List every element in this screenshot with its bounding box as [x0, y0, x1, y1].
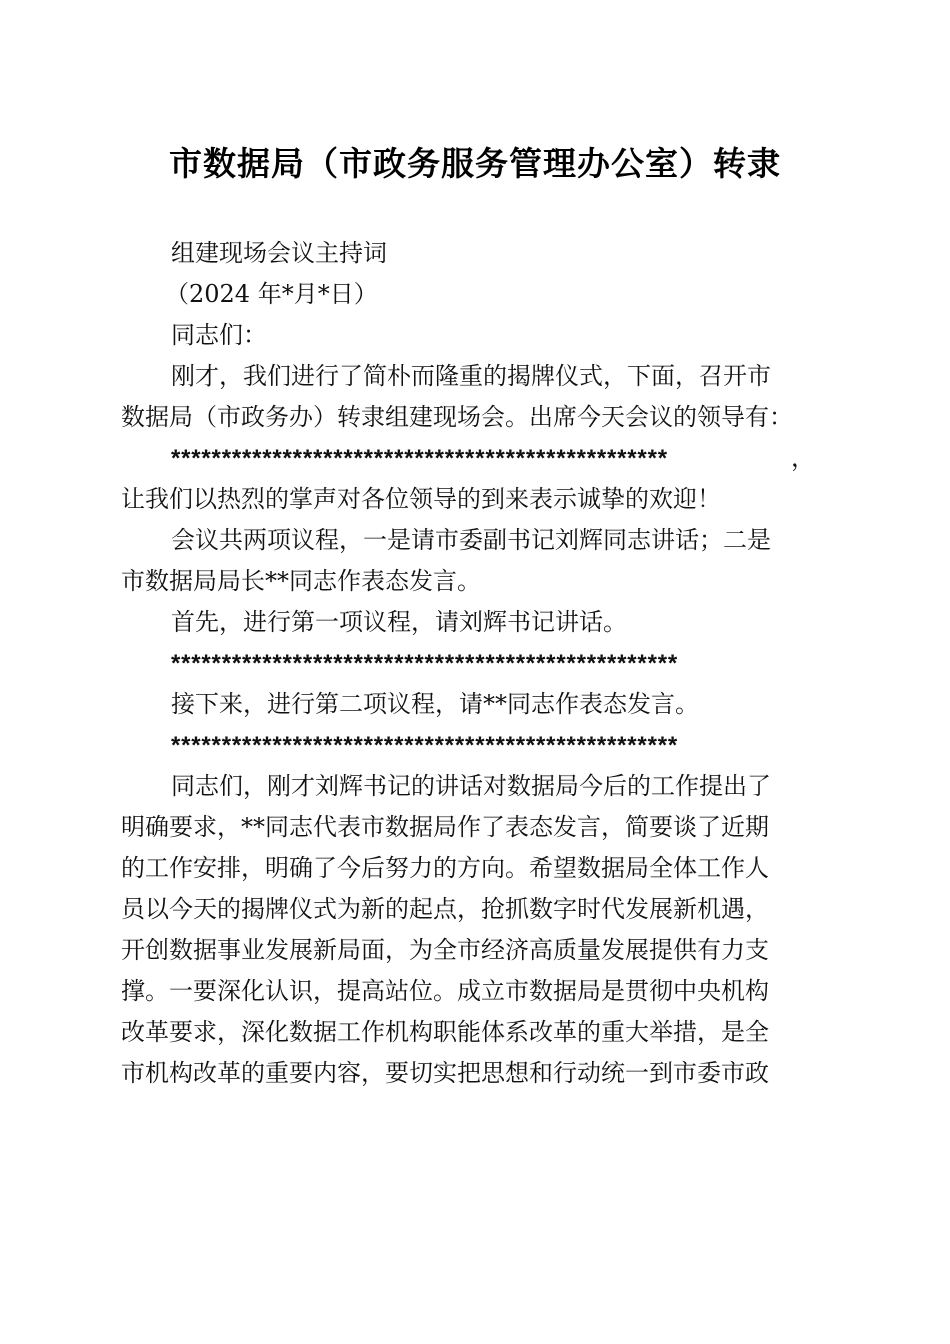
- paragraph-line: 数据局（市政务办）转隶组建现场会。出席今天会议的领导有：: [121, 403, 793, 431]
- paragraph-line: 会议共两项议程，一是请市委副书记刘辉同志讲话；二是: [171, 526, 771, 554]
- document-body: [121, 233, 829, 1094]
- paragraph-line: 开创数据事业发展新局面，为全市经济高质量发展提供有力支: [121, 936, 769, 964]
- paragraph-line: 市机构改革的重要内容，要切实把思想和行动统一到市委市政: [121, 1059, 769, 1087]
- paragraph-line: 接下来，进行第二项议程，请**同志作表态发言。: [171, 690, 699, 718]
- paragraph-line: 让我们以热烈的掌声对各位领导的到来表示诚挚的欢迎！: [121, 485, 721, 513]
- placeholder-stars-line: [121, 438, 829, 479]
- paragraph-line: 的工作安排，明确了今后努力的方向。希望数据局全体工作人: [121, 854, 769, 882]
- paragraph-line: 刚才，我们进行了简朴而隆重的揭牌仪式，下面，召开市: [171, 362, 771, 390]
- document-title: 市数据局（市政务服务管理办公室）转隶: [169, 144, 781, 183]
- paragraph-line: 改革要求，深化数据工作机构职能体系改革的重大举措，是全: [121, 1018, 769, 1046]
- paragraph-line: 同志们，刚才刘辉书记的讲话对数据局今后的工作提出了: [171, 772, 771, 800]
- paragraph-line: 组建现场会议主持词: [171, 239, 387, 267]
- placeholder-stars: *************************************************: [171, 445, 668, 472]
- paragraph-line: 明确要求，**同志代表市数据局作了表态发言，简要谈了近期: [121, 813, 769, 841]
- punctuation-comma: ，: [791, 444, 815, 472]
- paragraph-line: 撑。一要深化认识，提高站位。成立市数据局是贯彻中央机构: [121, 977, 769, 1005]
- paragraph-line: 首先，进行第一项议程，请刘辉书记讲话。: [171, 608, 627, 636]
- salutation-line: 同志们：: [171, 321, 267, 349]
- placeholder-stars: **************************************************: [171, 732, 678, 759]
- date-line: （2024 年*月*日）: [165, 280, 378, 308]
- paragraph-line: 市数据局局长**同志作表态发言。: [121, 567, 481, 595]
- placeholder-stars: **************************************************: [171, 650, 678, 677]
- paragraph-line: 员以今天的揭牌仪式为新的起点，抢抓数字时代发展新机遇，: [121, 895, 769, 923]
